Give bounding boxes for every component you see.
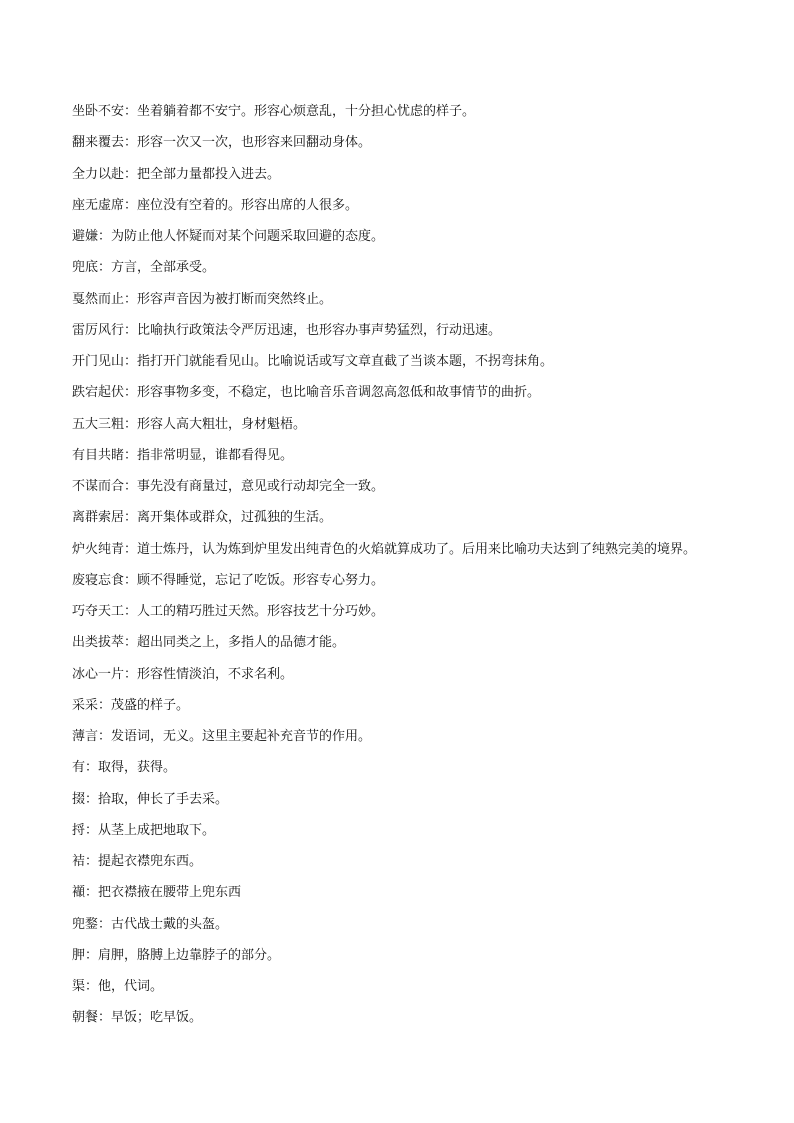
glossary-entry: 薄言：发语词，无义。这里主要起补充音节的作用。 (72, 729, 372, 744)
glossary-entry: 兜鍪：古代战士戴的头盔。 (72, 916, 229, 932)
glossary-list (72, 102, 772, 1040)
glossary-entry: 冰心一片：形容性情淡泊，不求名利。 (72, 666, 294, 682)
glossary-entry: 有：取得，获得。 (72, 760, 177, 776)
glossary-entry: 戛然而止：形容声音因为被打断而突然终止。 (72, 291, 333, 307)
glossary-entry: 废寝忘食：顾不得睡觉，忘记了吃饭。形容专心努力。 (72, 572, 385, 588)
glossary-entry: 避嫌：为防止他人怀疑而对某个问题采取回避的态度。 (72, 229, 385, 244)
glossary-entry: 襭：把衣襟掖在腰带上兜东西 (72, 885, 242, 901)
glossary-entry: 兜底：方言，全部承受。 (72, 260, 216, 276)
glossary-entry: 五大三粗：形容人高大粗壮，身材魁梧。 (72, 416, 307, 432)
glossary-entry: 采采：茂盛的样子。 (72, 697, 190, 713)
glossary-entry: 渠：他，代词。 (72, 979, 164, 994)
glossary-entry: 坐卧不安：坐着躺着都不安宁。形容心烦意乱，十分担心忧虑的样子。 (72, 104, 476, 119)
glossary-entry: 开门见山：指打开门就能看见山。比喻说话或写文章直截了当谈本题，不拐弯抹角。 (72, 354, 554, 369)
glossary-entry: 有目共睹：指非常明显，谁都看得见。 (72, 447, 294, 463)
glossary-entry: 全力以赴：把全部力量都投入进去。 (72, 166, 281, 182)
glossary-entry: 离群索居：离开集体或群众，过孤独的生活。 (72, 510, 333, 526)
glossary-entry: 不谋而合：事先没有商量过，意见或行动却完全一致。 (72, 479, 385, 494)
glossary-entry: 掇：拾取，伸长了手去采。 (72, 791, 229, 807)
glossary-entry: 袺：提起衣襟兜东西。 (72, 854, 203, 869)
glossary-entry: 出类拔萃：超出同类之上，多指人的品德才能。 (72, 635, 346, 651)
glossary-entry: 朝餐：早饭；吃早饭。 (72, 1010, 203, 1026)
glossary-entry: 翻来覆去：形容一次又一次，也形容来回翻动身体。 (72, 135, 372, 151)
glossary-entry: 雷厉风行：比喻执行政策法令严厉迅速，也形容办事声势猛烈，行动迅速。 (72, 322, 502, 338)
glossary-entry: 跌宕起伏：形容事物多变，不稳定，也比喻音乐音调忽高忽低和故事情节的曲折。 (72, 385, 541, 401)
glossary-entry: 捋：从茎上成把地取下。 (72, 822, 216, 838)
glossary-entry: 巧夺天工：人工的精巧胜过天然。形容技艺十分巧妙。 (72, 604, 385, 619)
glossary-entry: 胛：肩胛，胳膊上边靠脖子的部分。 (72, 947, 281, 963)
glossary-entry: 炉火纯青：道士炼丹，认为炼到炉里发出纯青色的火焰就算成功了。后用来比喻功夫达到了纯熟完美的境界。 (72, 541, 697, 557)
glossary-entry: 座无虚席：座位没有空着的。形容出席的人很多。 (72, 197, 359, 213)
